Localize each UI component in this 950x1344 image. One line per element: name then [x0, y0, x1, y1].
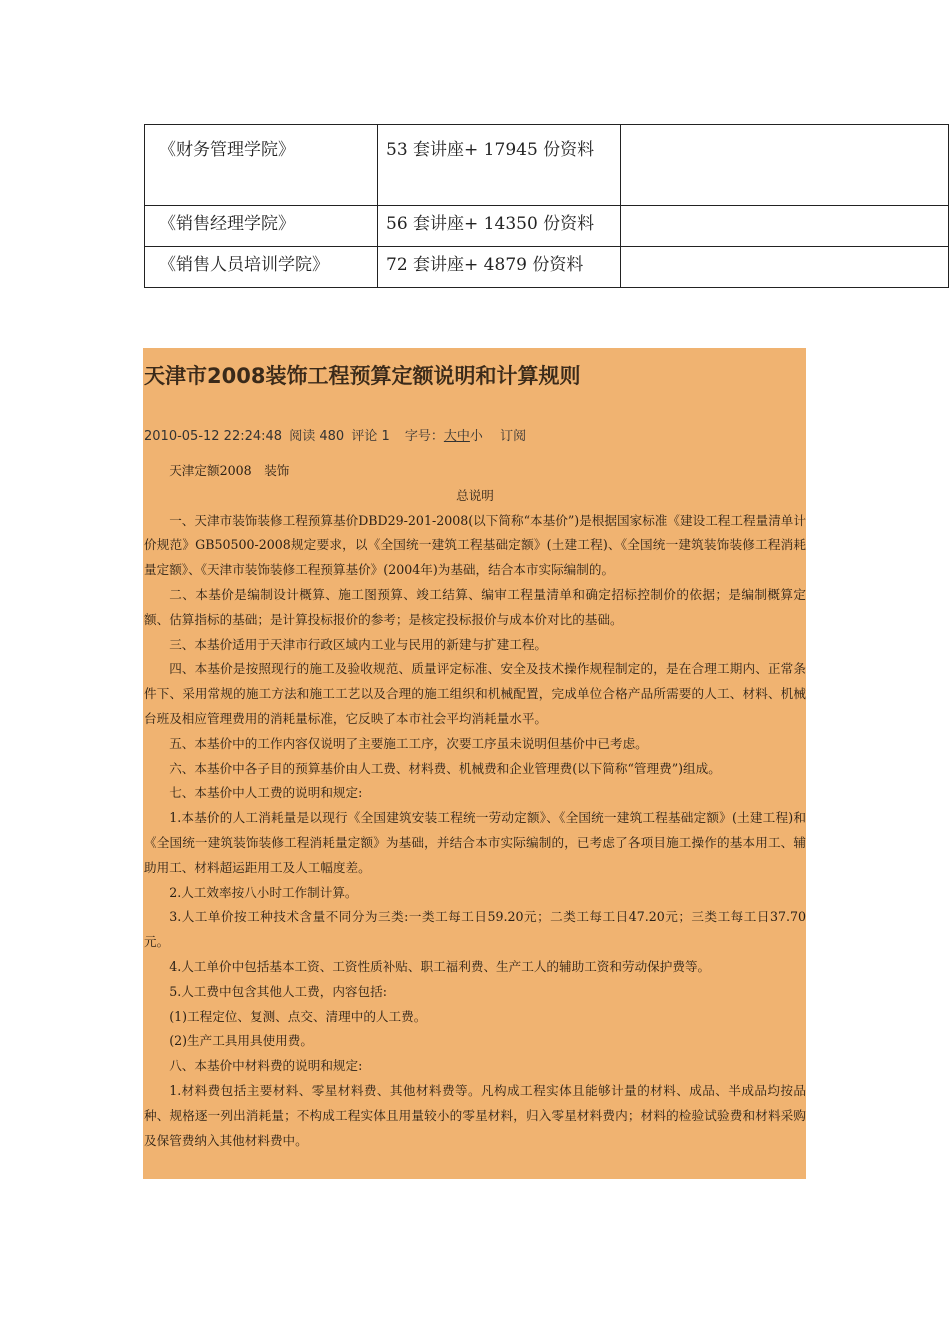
font-large-link[interactable]: 大 — [443, 429, 457, 444]
paragraph: 三、本基价适用于天津市行政区域内工业与民用的新建与扩建工程。 — [169, 636, 547, 652]
paragraph: 5.人工费中包含其他人工费，内容包括: — [169, 983, 387, 999]
font-medium-link[interactable]: 中 — [456, 429, 470, 444]
read-count: 阅读 480 — [289, 429, 345, 444]
paragraph: (1)工程定位、复测、点交、清理中的人工费。 — [169, 1008, 427, 1024]
paragraph: 天津定额2008 装饰 — [169, 463, 290, 478]
table-cell-name: 《销售经理学院》 — [145, 206, 378, 247]
paragraph: 四、本基价是按照现行的施工及验收规范、质量评定标准、安全及技术操作规程制定的，是在合理工期内、正常条件下、采用常规的施工方法和施工工艺以及合理的施工组织和机械配置，完成单位合格产品所需要的人工、材料、机械台班及相应管理费用的消耗量标准，它反映了本市社会平均消耗量水平。 — [144, 661, 806, 726]
catalog-table — [144, 124, 949, 288]
paragraph: 4.人工单价中包括基本工资、工资性质补贴、职工福利费、生产工人的辅助工资和劳动保护费等。 — [169, 958, 711, 974]
paragraph: 1.材料费包括主要材料、零星材料费、其他材料费等。凡构成工程实体且能够计量的材料、成品、半成品均按品种、规格逐一列出消耗量；不构成工程实体且用量较小的零星材料，归入零星材料费内；材料的检验试验费和材料采购及保管费纳入其他材料费中。 — [144, 1082, 806, 1148]
article-title: 天津市2008装饰工程预算定额说明和计算规则 — [144, 364, 581, 388]
comment-count[interactable]: 评论 1 — [351, 429, 390, 444]
paragraph: 五、本基价中的工作内容仅说明了主要施工工序，次要工序虽未说明但基价中已考虑。 — [169, 735, 648, 751]
subscribe-link[interactable]: 订阅 — [500, 429, 527, 444]
paragraph: 2.人工效率按八小时工作制计算。 — [169, 884, 358, 900]
table-row — [145, 206, 949, 247]
article-panel — [143, 348, 806, 1179]
paragraph: 1.本基价的人工消耗量是以现行《全国建筑安装工程统一劳动定额》、《全国统一建筑工程基础定额》(土建工程)和《全国统一建筑装饰装修工程消耗量定额》为基础，并结合本市实际编制的，已考虑了各项目施工操作的基本用工、辅助用工、材料超运距用工及人工幅度差。 — [144, 810, 806, 875]
table-cell-content: 56 套讲座+ 14350 份资料 — [378, 206, 621, 247]
paragraph: 3.人工单价按工种技术含量不同分为三类:一类工每工日59.20元；二类工每工日47.20元；三类工每工日37.70元。 — [144, 909, 806, 950]
article-body — [144, 459, 806, 1153]
paragraph: 七、本基价中人工费的说明和规定: — [169, 785, 363, 801]
paragraph: 一、天津市装饰装修工程预算基价DBD29-201-2008(以下简称“本基价”)是根据国家标准《建设工程工程量清单计价规范》GB50500-2008规定要求，以《全国统一建筑工程基础定额》(土建工程)、《全国统一建筑装饰装修工程消耗量定额》、《天津市装饰装修工程预算基价》(2004年)为基础，结合本市实际编制的。 — [144, 512, 806, 578]
paragraph: 八、本基价中材料费的说明和规定: — [169, 1058, 363, 1074]
table-row — [145, 247, 949, 288]
font-small-link[interactable]: 小 — [469, 429, 483, 444]
article-datetime: 2010-05-12 22:24:48 — [144, 429, 283, 444]
table-cell-extra — [621, 125, 949, 206]
table-cell-content: 72 套讲座+ 4879 份资料 — [378, 247, 621, 288]
article-meta — [144, 425, 529, 444]
table-row — [145, 125, 949, 206]
section-heading: 总说明 — [456, 487, 494, 503]
paragraph: 六、本基价中各子目的预算基价由人工费、材料费、机械费和企业管理费(以下简称“管理费”)组成。 — [169, 760, 721, 776]
table-cell-extra — [621, 247, 949, 288]
paragraph: (2)生产工具用具使用费。 — [169, 1033, 313, 1049]
table-cell-name: 《销售人员培训学院》 — [145, 247, 378, 288]
table-cell-content: 53 套讲座+ 17945 份资料 — [378, 125, 621, 206]
paragraph: 二、本基价是编制设计概算、施工图预算、竣工结算、编审工程量清单和确定招标控制价的依据；是编制概算定额、估算指标的基础；是计算投标报价的参考；是核定投标报价与成本价对比的基础。 — [144, 586, 806, 627]
font-size-label: 字号： — [404, 429, 444, 444]
table-cell-name: 《财务管理学院》 — [145, 125, 378, 206]
table-cell-extra — [621, 206, 949, 247]
